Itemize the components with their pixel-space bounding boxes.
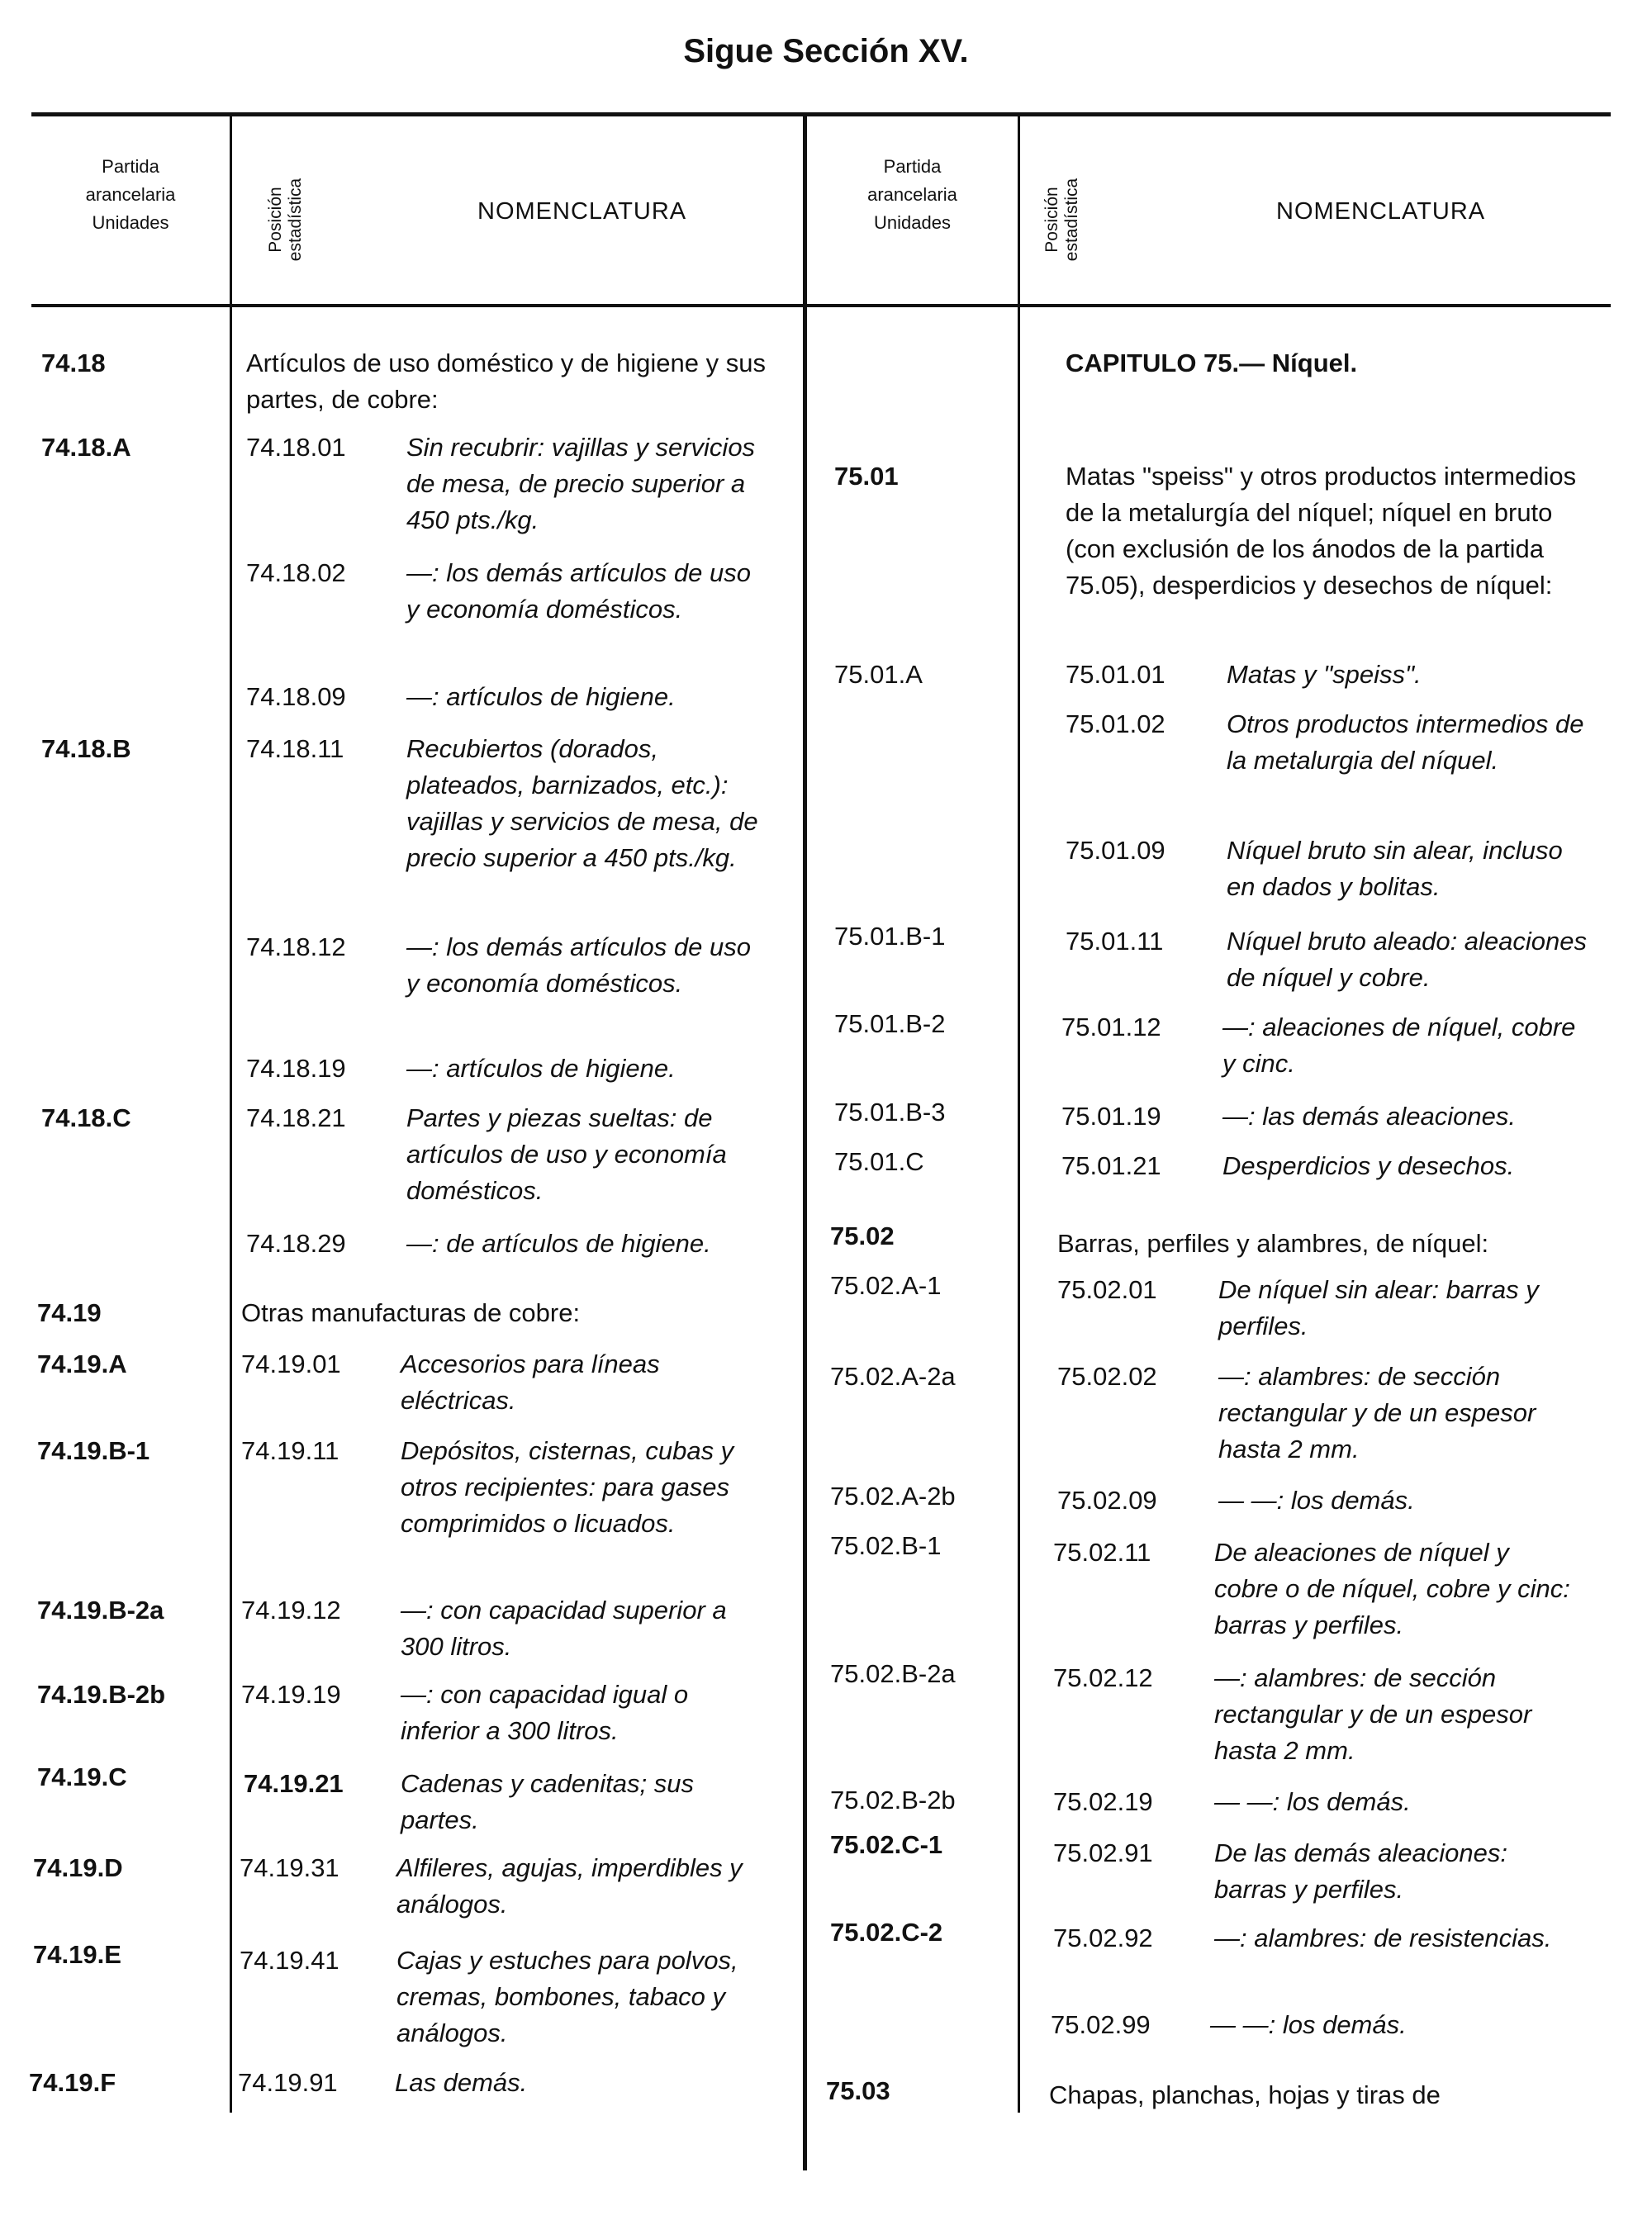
header-nomenclatura-left: NOMENCLATURA: [477, 198, 687, 225]
posicion: 74.19.21: [244, 1769, 344, 1798]
nomenclatura-text: —: con capacidad igual o inferior a 300 litros.: [401, 1680, 689, 1745]
posicion: 75.01.21: [1061, 1151, 1161, 1180]
heading-text: Otras manufacturas de cobre:: [241, 1298, 581, 1327]
nomenclatura-text: —: artículos de higiene.: [406, 1054, 676, 1083]
heading-text: Barras, perfiles y alambres, de níquel:: [1057, 1229, 1489, 1258]
posicion: 74.18.12: [246, 932, 346, 961]
partida: 74.19: [37, 1298, 102, 1327]
posicion: 75.02.99: [1051, 2010, 1151, 2039]
partida: 75.02.A-1: [830, 1271, 942, 1300]
partida: 75.02: [830, 1221, 895, 1250]
nomenclatura-text: —: aleaciones de níquel, cobre y cinc.: [1222, 1013, 1576, 1078]
partida: 75.02.B-2b: [830, 1786, 956, 1814]
nomenclatura-text: —: con capacidad superior a 300 litros.: [401, 1596, 727, 1661]
partida: 75.03: [826, 2076, 890, 2105]
posicion: 74.18.02: [246, 558, 346, 587]
nomenclatura-text: —: de artículos de higiene.: [406, 1229, 711, 1258]
posicion: 74.19.41: [240, 1946, 339, 1975]
posicion: 74.18.19: [246, 1054, 346, 1083]
partida: 74.18.B: [41, 734, 131, 763]
partida: 75.02.C-1: [830, 1830, 943, 1859]
heading-text: Chapas, planchas, hojas y tiras de: [1049, 2080, 1441, 2109]
posicion: 75.02.01: [1057, 1275, 1157, 1304]
partida: 75.01.B-1: [834, 922, 946, 951]
header-partida-right: [807, 153, 1018, 237]
posicion: 75.01.02: [1066, 709, 1165, 738]
posicion: 75.01.09: [1066, 836, 1165, 865]
header-posicion-right: [1042, 162, 1089, 278]
header-arancelaria-label: arancelaria: [85, 184, 176, 205]
partida: 74.19.B-1: [37, 1436, 150, 1465]
nomenclatura-text: —: artículos de higiene.: [406, 682, 676, 711]
nomenclatura-text: —: los demás artículos de uso y economía domésticos.: [406, 932, 751, 998]
nomenclatura-text: — —: los demás.: [1210, 2010, 1407, 2039]
partida: 75.02.C-2: [830, 1918, 943, 1947]
nomenclatura-text: De las demás aleaciones: barras y perfiles.: [1214, 1838, 1507, 1904]
header-top-rule: [31, 112, 1611, 116]
partida: 74.19.B-2b: [37, 1680, 166, 1709]
nomenclatura-text: Alfileres, agujas, imperdibles y análogos.: [396, 1853, 743, 1919]
nomenclatura-text: Níquel bruto aleado: aleaciones de níquel y cobre.: [1227, 927, 1588, 992]
partida: 74.19.C: [37, 1762, 127, 1791]
nomenclatura-text: —: las demás aleaciones.: [1222, 1102, 1516, 1131]
posicion: 74.18.11: [246, 734, 344, 763]
partida: 74.19.A: [37, 1350, 127, 1378]
nomenclatura-text: —: alambres: de sección rectangular y de un espesor hasta 2 mm.: [1214, 1663, 1532, 1765]
partida: 75.01.C: [834, 1147, 924, 1176]
nomenclatura-text: Partes y piezas sueltas: de artículos de uso y economía domésticos.: [406, 1103, 727, 1205]
partida: 74.18.A: [41, 433, 131, 462]
chapter-heading: CAPITULO 75.— Níquel.: [1066, 349, 1358, 377]
partida: 74.19.F: [29, 2068, 116, 2097]
partida: 75.01.B-2: [834, 1009, 946, 1038]
nomenclatura-text: Níquel bruto sin alear, incluso en dados y bolitas.: [1227, 836, 1563, 901]
nomenclatura-text: Las demás.: [395, 2068, 528, 2097]
header-posicion-left: [266, 162, 312, 278]
header-arancelaria-label: arancelaria: [867, 184, 957, 205]
posicion: 75.02.92: [1053, 1924, 1153, 1952]
header-nomenclatura-right: NOMENCLATURA: [1276, 198, 1486, 225]
posicion: 74.18.21: [246, 1103, 346, 1132]
partida: 75.02.A-2b: [830, 1482, 956, 1511]
header-unidades-label: Unidades: [874, 212, 951, 233]
partida: 74.18.C: [41, 1103, 131, 1132]
posicion: 74.19.31: [240, 1853, 339, 1882]
heading-text: Matas "speiss" y otros productos intermedios de la metalurgía del níquel; níquel en bruto (con exclusión de los ánodos de la partida 75.05), desperdicios y desechos de níquel:: [1066, 462, 1577, 600]
partida: 75.02.B-1: [830, 1531, 942, 1560]
header-posicion-label: Posición: [1042, 187, 1061, 253]
partida: 75.01.B-3: [834, 1098, 946, 1127]
nomenclatura-text: Depósitos, cisternas, cubas y otros recipientes: para gases comprimidos o licuados.: [401, 1436, 734, 1538]
col-divider-3: [1018, 114, 1020, 2113]
posicion: 74.18.29: [246, 1229, 346, 1258]
posicion: 75.01.11: [1066, 927, 1164, 956]
nomenclatura-text: Cadenas y cadenitas; sus partes.: [401, 1769, 694, 1834]
header-partida-label: Partida: [102, 156, 159, 177]
partida: 75.01: [834, 462, 899, 491]
partida: 75.02.A-2a: [830, 1362, 956, 1391]
posicion: 74.19.01: [241, 1350, 341, 1378]
partida: 74.18: [41, 349, 106, 377]
nomenclatura-text: Sin recubrir: vajillas y servicios de mesa, de precio superior a 450 pts./kg.: [406, 433, 756, 534]
nomenclatura-text: Accesorios para líneas eléctricas.: [401, 1350, 660, 1415]
posicion: 75.02.12: [1053, 1663, 1153, 1692]
posicion: 74.19.11: [241, 1436, 339, 1465]
nomenclatura-text: Recubiertos (dorados, plateados, barnizados, etc.): vajillas y servicios de mesa, de precio superior a 450 pts./kg.: [406, 734, 758, 872]
posicion: 75.02.19: [1053, 1787, 1153, 1816]
nomenclatura-text: De níquel sin alear: barras y perfiles.: [1218, 1275, 1539, 1340]
header-estadistica-label: estadística: [1062, 178, 1081, 262]
posicion: 75.02.02: [1057, 1362, 1157, 1391]
posicion: 74.18.09: [246, 682, 346, 711]
posicion: 75.02.91: [1053, 1838, 1153, 1867]
nomenclatura-text: Matas y "speiss".: [1227, 660, 1422, 689]
nomenclatura-text: —: alambres: de resistencias.: [1214, 1924, 1552, 1952]
header-partida-label: Partida: [883, 156, 942, 177]
posicion: 75.01.12: [1061, 1013, 1161, 1041]
posicion: 75.01.01: [1066, 660, 1165, 689]
header-bottom-rule: [31, 304, 1611, 307]
page-title: Sigue Sección XV.: [683, 33, 969, 69]
col-divider-1: [230, 114, 232, 2113]
header-partida-left: [31, 153, 230, 237]
heading-text: Artículos de uso doméstico y de higiene y sus partes, de cobre:: [246, 349, 766, 414]
posicion: 74.19.12: [241, 1596, 341, 1625]
nomenclatura-text: — —: los demás.: [1214, 1787, 1411, 1816]
nomenclatura-text: De aleaciones de níquel y cobre o de níquel, cobre y cinc: barras y perfiles.: [1214, 1538, 1570, 1639]
posicion: 74.19.19: [241, 1680, 341, 1709]
partida: 75.02.B-2a: [830, 1659, 956, 1688]
header-unidades-label: Unidades: [92, 212, 169, 233]
nomenclatura-text: — —: los demás.: [1218, 1486, 1415, 1515]
partida: 74.19.D: [33, 1853, 123, 1882]
partida: 75.01.A: [834, 660, 923, 689]
nomenclatura-text: —: los demás artículos de uso y economía domésticos.: [406, 558, 751, 624]
nomenclatura-text: Otros productos intermedios de la metalurgia del níquel.: [1227, 709, 1584, 775]
posicion: 74.19.91: [238, 2068, 338, 2097]
header-estadistica-label: estadística: [286, 178, 305, 262]
posicion: 75.01.19: [1061, 1102, 1161, 1131]
partida: 74.19.B-2a: [37, 1596, 164, 1625]
header-posicion-label: Posición: [266, 187, 285, 253]
posicion: 75.02.11: [1053, 1538, 1151, 1567]
partida: 74.19.E: [33, 1940, 121, 1969]
col-divider-2: [803, 114, 807, 2170]
posicion: 75.02.09: [1057, 1486, 1157, 1515]
nomenclatura-text: Cajas y estuches para polvos, cremas, bombones, tabaco y análogos.: [396, 1946, 738, 2047]
nomenclatura-text: Desperdicios y desechos.: [1222, 1151, 1515, 1180]
posicion: 74.18.01: [246, 433, 346, 462]
nomenclatura-text: —: alambres: de sección rectangular y de un espesor hasta 2 mm.: [1218, 1362, 1536, 1463]
